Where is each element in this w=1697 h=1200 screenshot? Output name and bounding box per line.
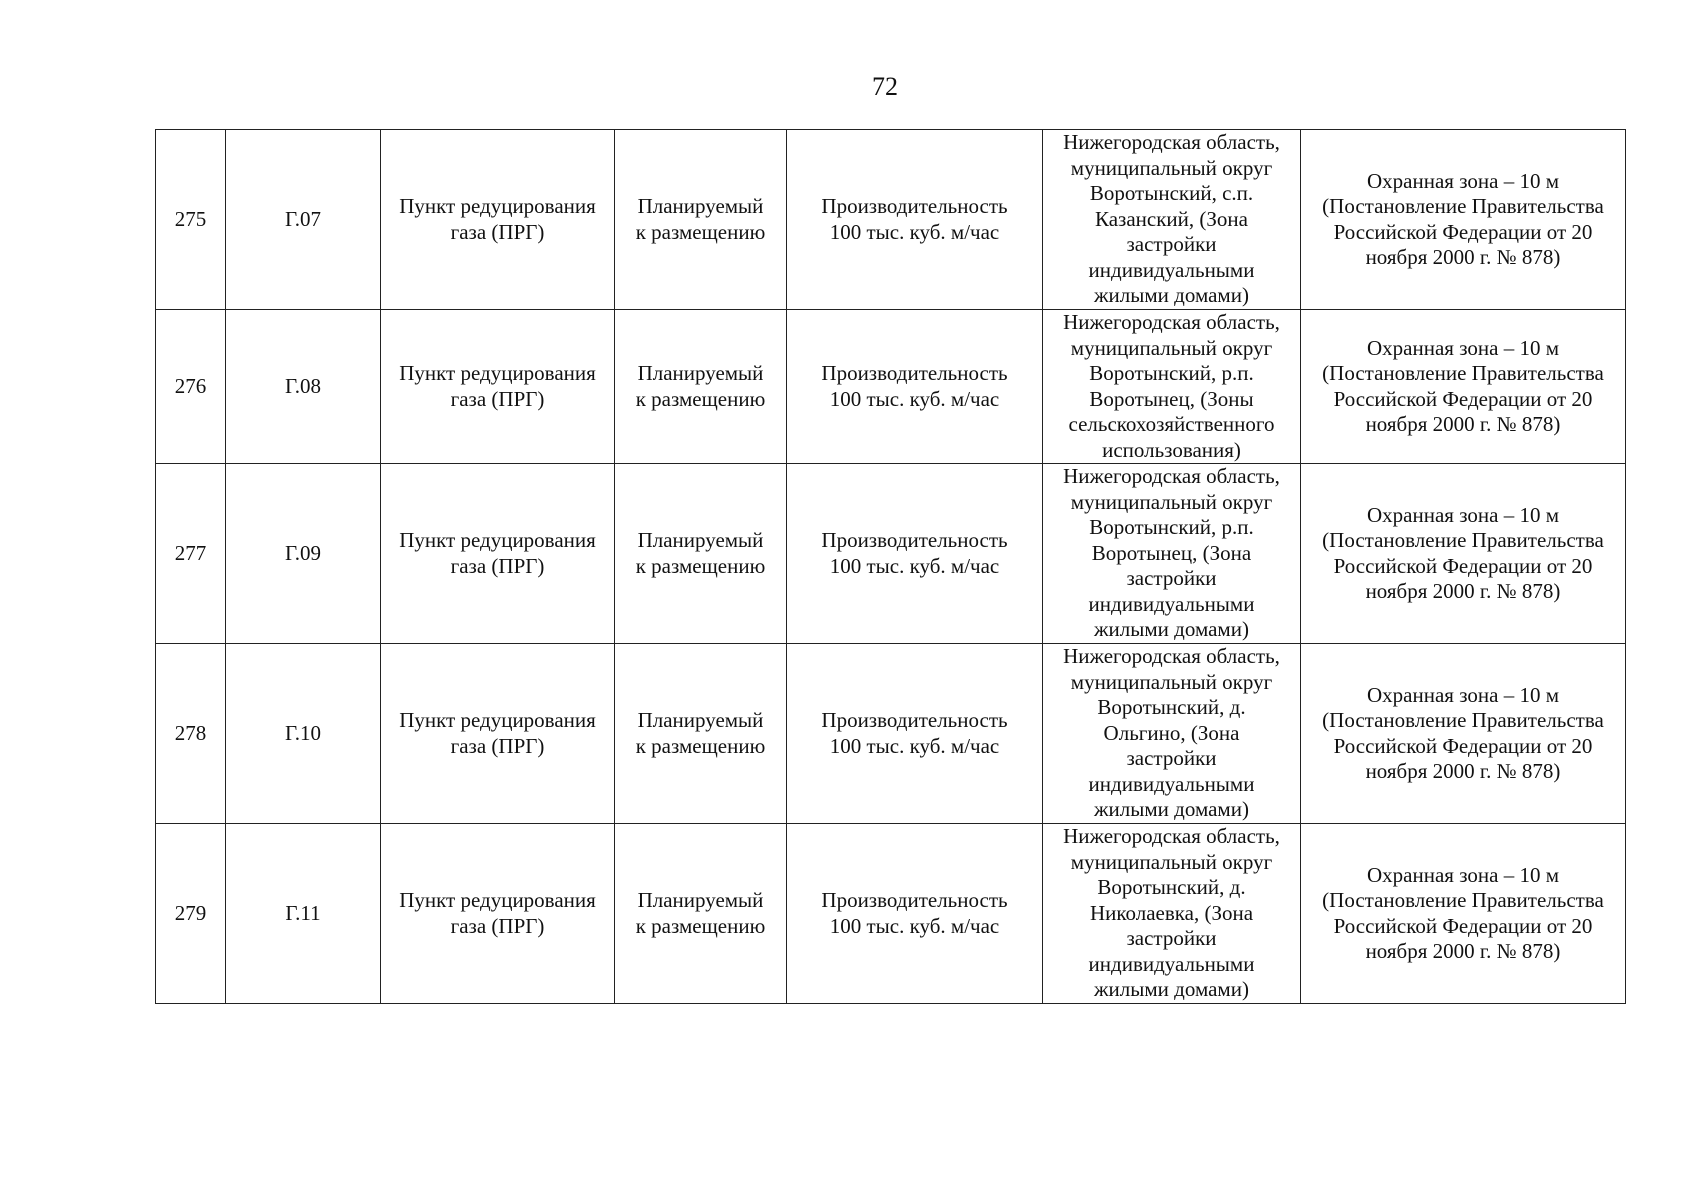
capacity-cell: Производительность 100 тыс. куб. м/час: [787, 644, 1043, 824]
object-name-cell: Пункт редуцирования газа (ПРГ): [381, 824, 615, 1004]
status-cell: Планируемый к размещению: [615, 130, 787, 310]
row-number-cell: 279: [156, 824, 226, 1004]
object-code-cell: Г.09: [226, 464, 381, 644]
facilities-table: [155, 129, 1626, 1004]
capacity-cell: Производительность 100 тыс. куб. м/час: [787, 824, 1043, 1004]
object-name-cell: Пункт редуцирования газа (ПРГ): [381, 464, 615, 644]
object-code-cell: Г.07: [226, 130, 381, 310]
row-number-cell: 276: [156, 310, 226, 464]
location-cell: Нижегородская область, муниципальный округ Воротынский, д. Ольгино, (Зона застройки индивидуальными жилыми домами): [1043, 644, 1301, 824]
table-row: [156, 644, 1626, 824]
table-row: [156, 464, 1626, 644]
protection-zone-cell: Охранная зона – 10 м (Постановление Правительства Российской Федерации от 20 ноября 2000 г. № 878): [1301, 824, 1626, 1004]
object-name-cell: Пункт редуцирования газа (ПРГ): [381, 644, 615, 824]
status-cell: Планируемый к размещению: [615, 310, 787, 464]
row-number-cell: 277: [156, 464, 226, 644]
table-row: [156, 310, 1626, 464]
status-cell: Планируемый к размещению: [615, 464, 787, 644]
protection-zone-cell: Охранная зона – 10 м (Постановление Правительства Российской Федерации от 20 ноября 2000 г. № 878): [1301, 464, 1626, 644]
protection-zone-cell: Охранная зона – 10 м (Постановление Правительства Российской Федерации от 20 ноября 2000 г. № 878): [1301, 130, 1626, 310]
protection-zone-cell: Охранная зона – 10 м (Постановление Правительства Российской Федерации от 20 ноября 2000 г. № 878): [1301, 644, 1626, 824]
capacity-cell: Производительность 100 тыс. куб. м/час: [787, 130, 1043, 310]
row-number-cell: 278: [156, 644, 226, 824]
location-cell: Нижегородская область, муниципальный округ Воротынский, р.п. Воротынец, (Зона застройки индивидуальными жилыми домами): [1043, 464, 1301, 644]
status-cell: Планируемый к размещению: [615, 644, 787, 824]
location-cell: Нижегородская область, муниципальный округ Воротынский, р.п. Воротынец, (Зоны сельскохозяйственного использования): [1043, 310, 1301, 464]
object-code-cell: Г.08: [226, 310, 381, 464]
object-name-cell: Пункт редуцирования газа (ПРГ): [381, 310, 615, 464]
status-cell: Планируемый к размещению: [615, 824, 787, 1004]
capacity-cell: Производительность 100 тыс. куб. м/час: [787, 464, 1043, 644]
table-row: [156, 130, 1626, 310]
capacity-cell: Производительность 100 тыс. куб. м/час: [787, 310, 1043, 464]
object-name-cell: Пункт редуцирования газа (ПРГ): [381, 130, 615, 310]
location-cell: Нижегородская область, муниципальный округ Воротынский, с.п. Казанский, (Зона застройки индивидуальными жилыми домами): [1043, 130, 1301, 310]
object-code-cell: Г.11: [226, 824, 381, 1004]
page-number: 72: [872, 72, 898, 101]
object-code-cell: Г.10: [226, 644, 381, 824]
location-cell: Нижегородская область, муниципальный округ Воротынский, д. Николаевка, (Зона застройки индивидуальными жилыми домами): [1043, 824, 1301, 1004]
protection-zone-cell: Охранная зона – 10 м (Постановление Правительства Российской Федерации от 20 ноября 2000 г. № 878): [1301, 310, 1626, 464]
row-number-cell: 275: [156, 130, 226, 310]
table-row: [156, 824, 1626, 1004]
